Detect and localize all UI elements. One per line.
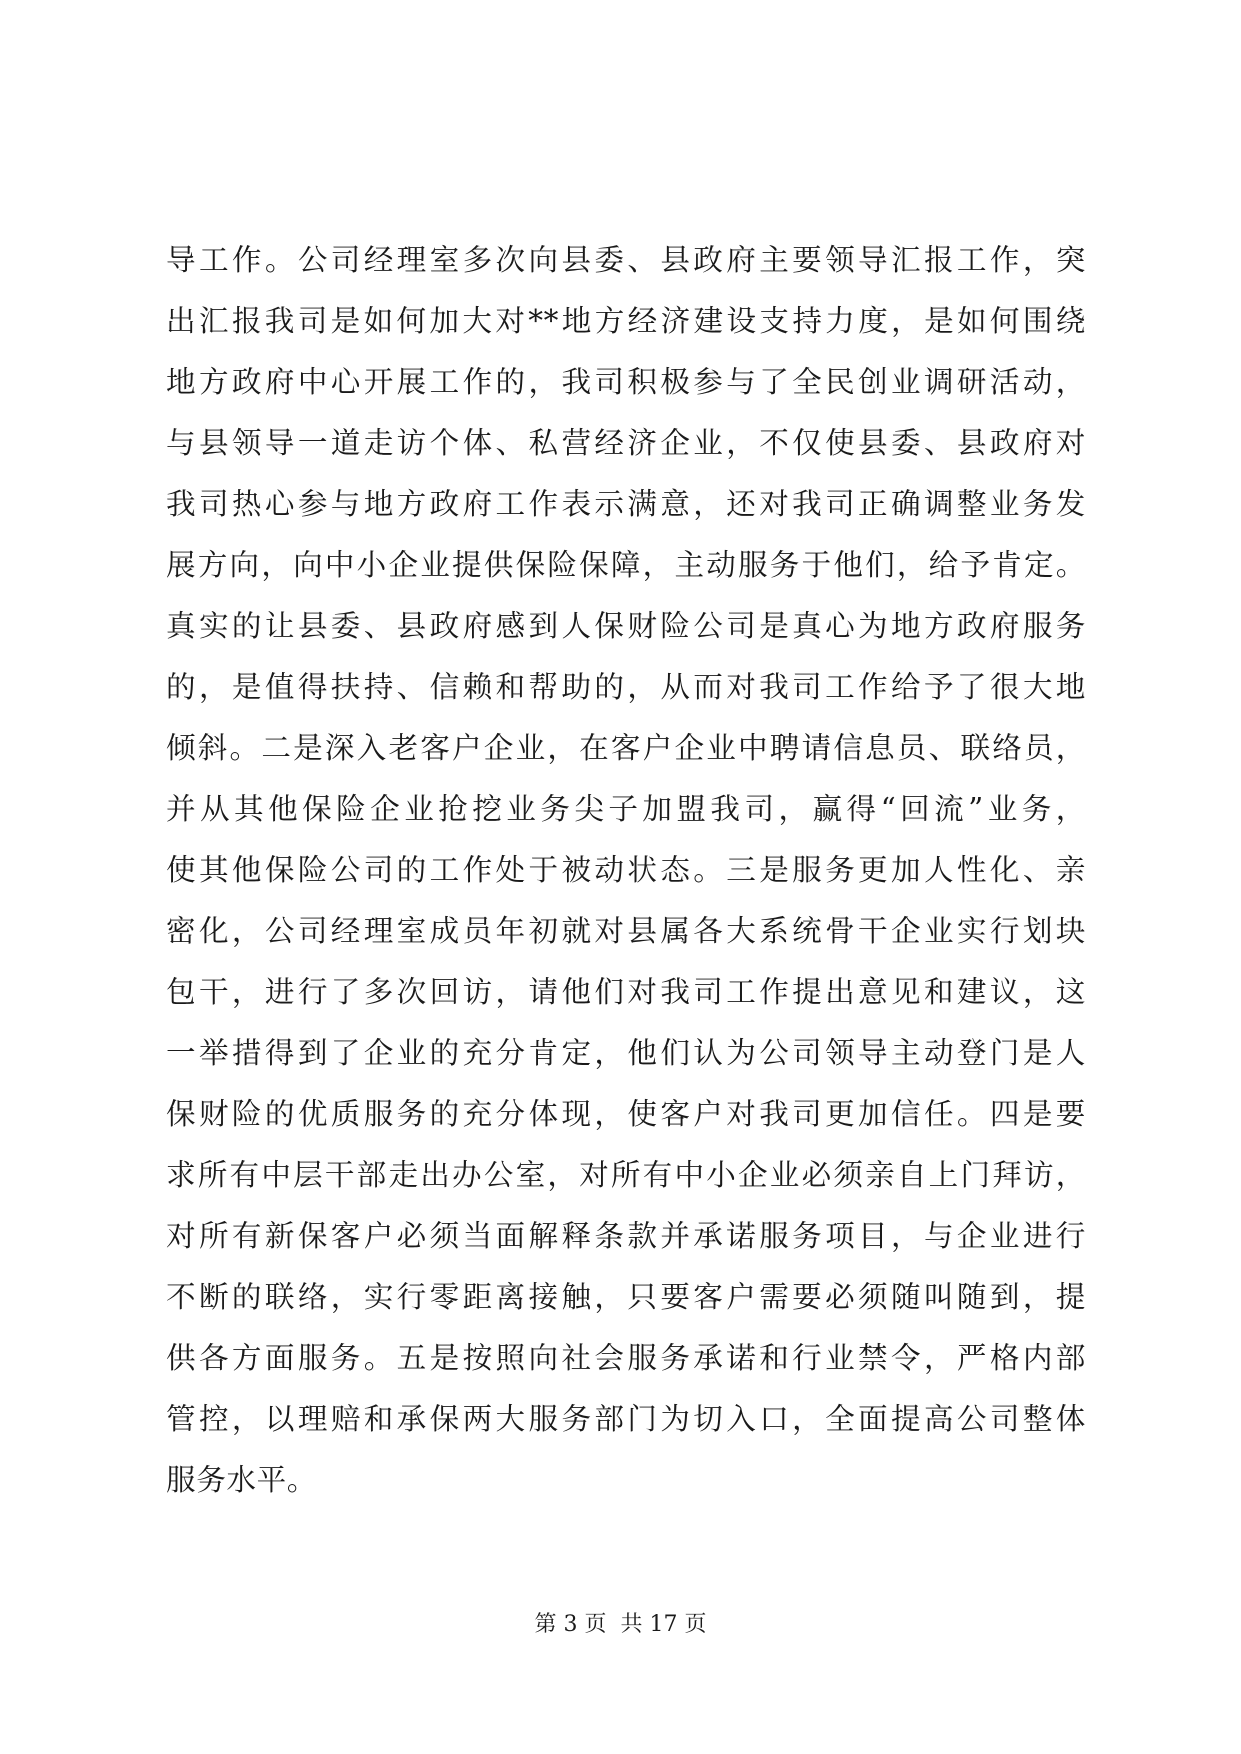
text-line: 不断的联络，实行零距离接触，只要客户需要必须随叫随到，提: [166, 1280, 1086, 1314]
text-line: 包干，进行了多次回访，请他们对我司工作提出意见和建议，这: [166, 975, 1086, 1009]
text-line: 服务水平。: [166, 1463, 317, 1497]
text-line: 导工作。公司经理室多次向县委、县政府主要领导汇报工作，突: [166, 243, 1086, 277]
text-line: 展方向，向中小企业提供保险保障，主动服务于他们，给予肯定。: [166, 548, 1086, 582]
text-line: 地方政府中心开展工作的，我司积极参与了全民创业调研活动，: [166, 365, 1086, 399]
text-line: 我司热心参与地方政府工作表示满意，还对我司正确调整业务发: [166, 487, 1086, 521]
text-line: 一举措得到了企业的充分肯定，他们认为公司领导主动登门是人: [166, 1036, 1086, 1070]
text-line: 并从其他保险企业抢挖业务尖子加盟我司，赢得“回流”业务，: [166, 792, 1086, 826]
text-line: 出汇报我司是如何加大对**地方经济建设支持力度，是如何围绕: [166, 304, 1086, 338]
text-line: 与县领导一道走访个体、私营经济企业，不仅使县委、县政府对: [166, 426, 1086, 460]
text-line: 求所有中层干部走出办公室，对所有中小企业必须亲自上门拜访，: [166, 1158, 1086, 1192]
text-line: 对所有新保客户必须当面解释条款并承诺服务项目，与企业进行: [166, 1219, 1086, 1253]
page-number-footer: 第 3 页 共 17 页: [534, 1612, 707, 1637]
body-text: [166, 230, 1086, 1511]
text-line: 保财险的优质服务的充分体现，使客户对我司更加信任。四是要: [166, 1097, 1086, 1131]
text-line: 倾斜。二是深入老客户企业，在客户企业中聘请信息员、联络员，: [166, 731, 1086, 765]
text-line: 供各方面服务。五是按照向社会服务承诺和行业禁令，严格内部: [166, 1341, 1086, 1375]
text-line: 真实的让县委、县政府感到人保财险公司是真心为地方政府服务: [166, 609, 1086, 643]
text-line: 使其他保险公司的工作处于被动状态。三是服务更加人性化、亲: [166, 853, 1086, 887]
text-line: 管控，以理赔和承保两大服务部门为切入口，全面提高公司整体: [166, 1402, 1086, 1436]
text-line: 的，是值得扶持、信赖和帮助的，从而对我司工作给予了很大地: [166, 670, 1086, 704]
text-line: 密化，公司经理室成员年初就对县属各大系统骨干企业实行划块: [166, 914, 1086, 948]
